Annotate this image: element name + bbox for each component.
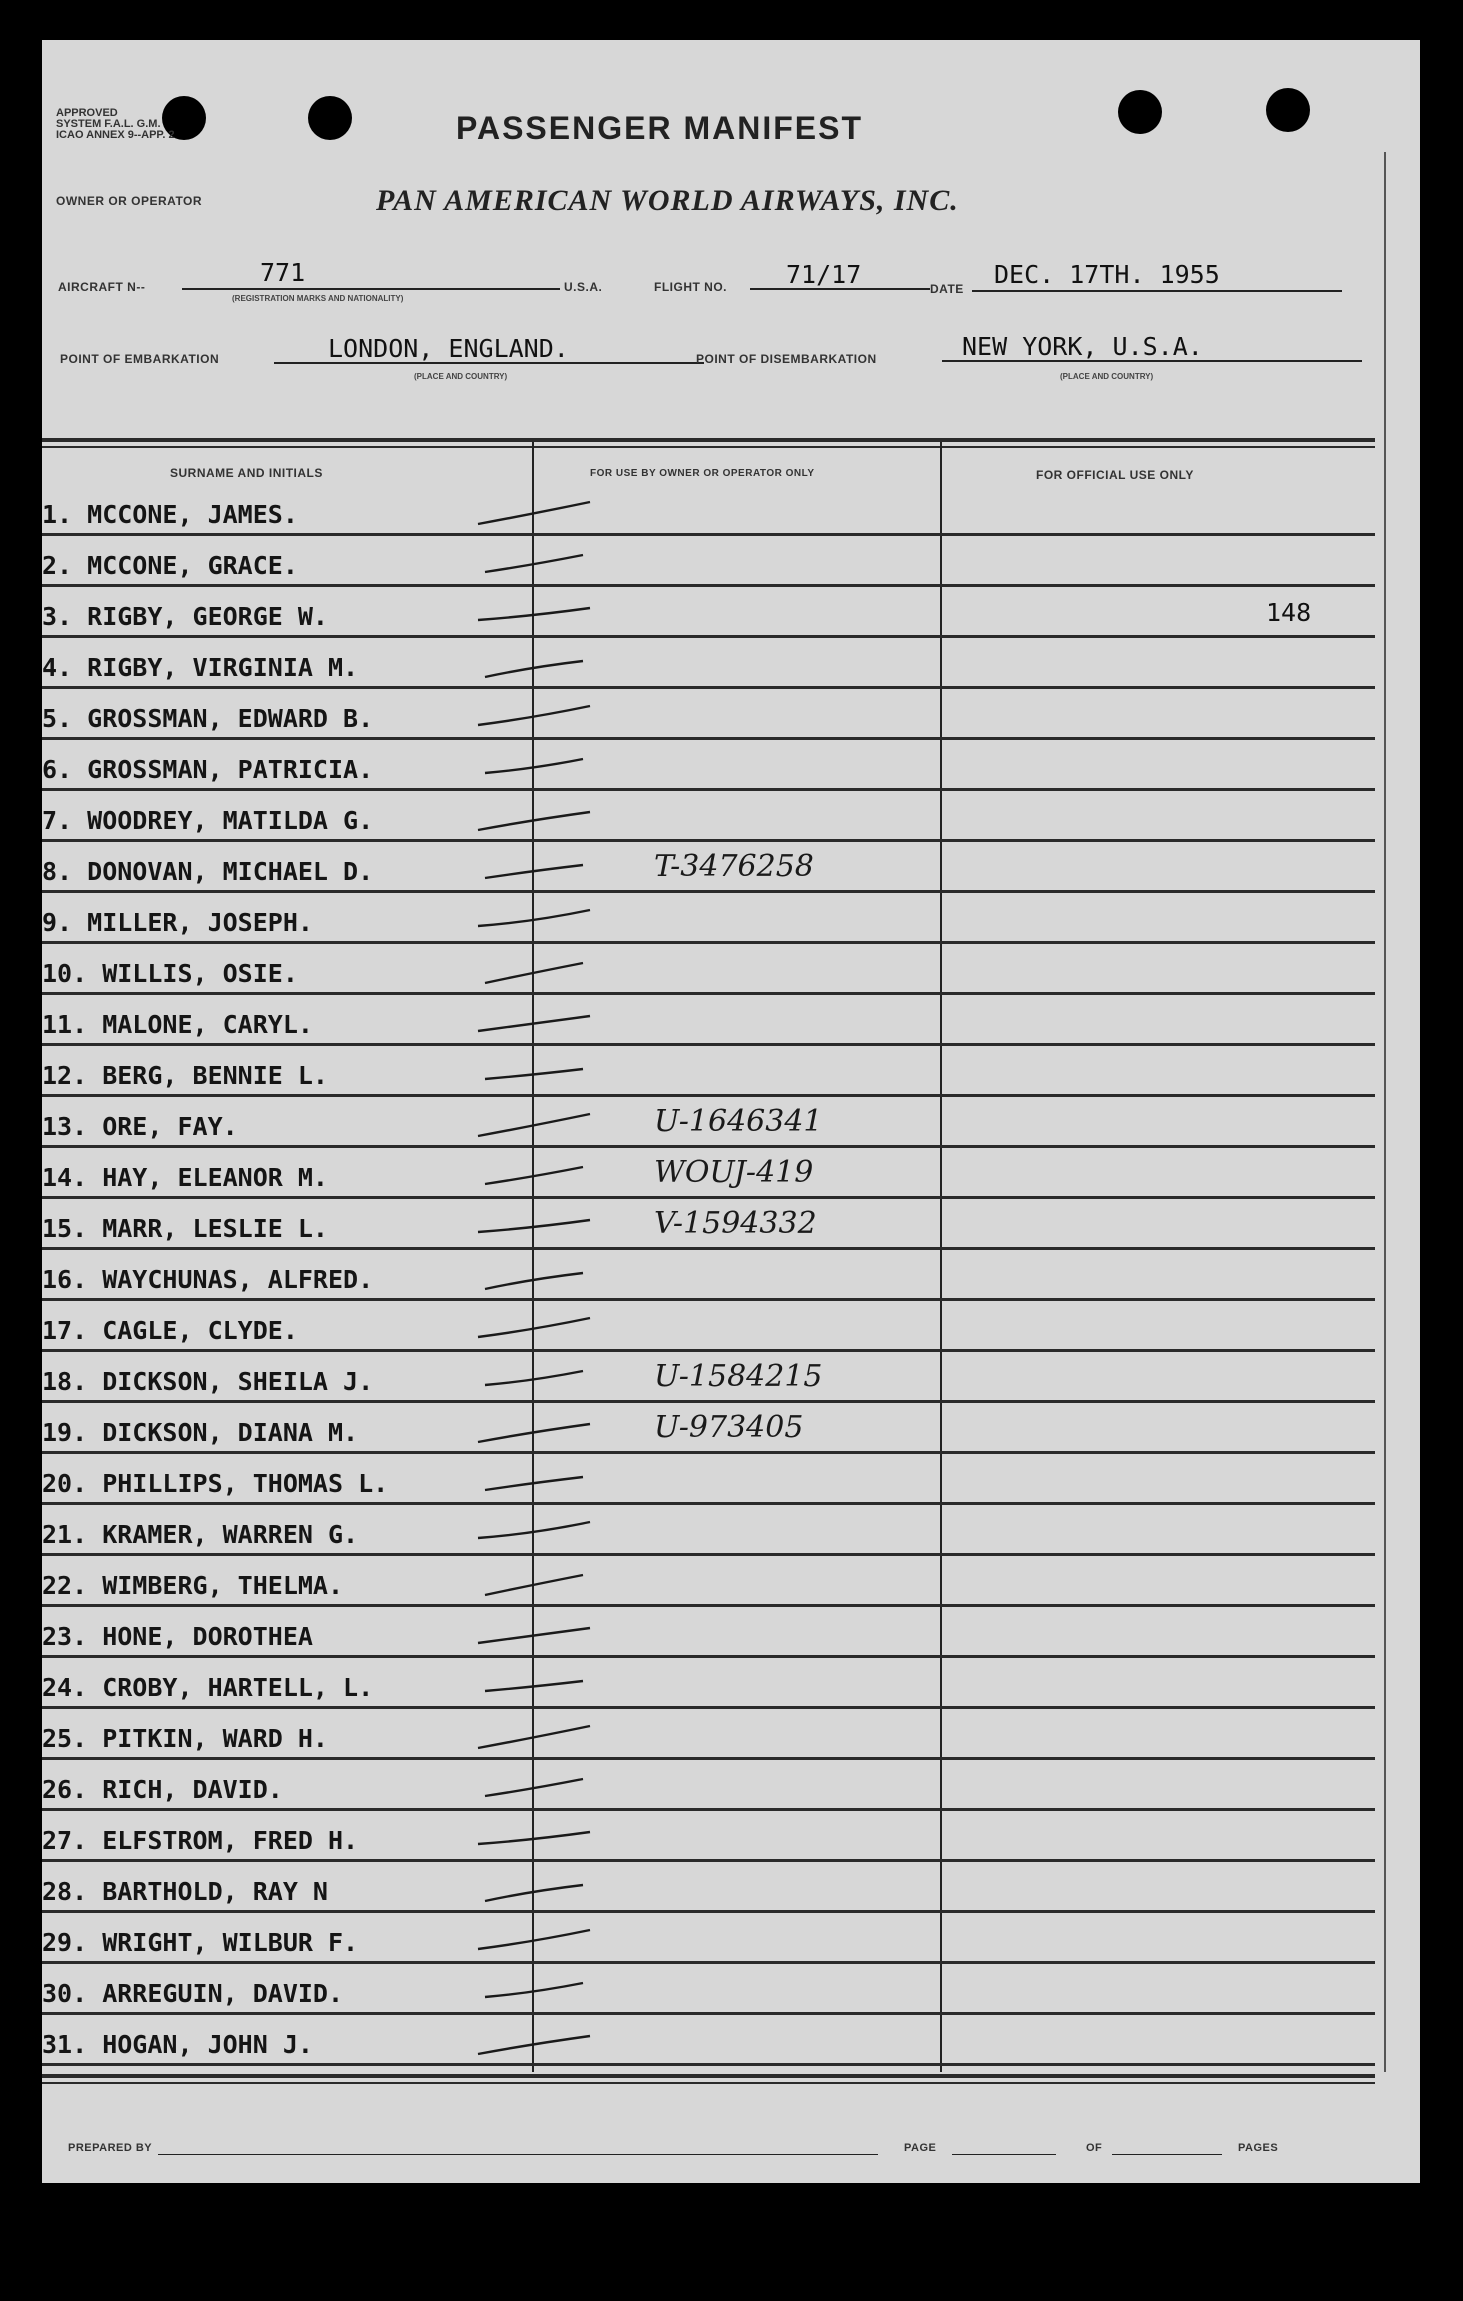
check-stroke	[485, 1983, 583, 1997]
aircraft-label: AIRCRAFT N--	[58, 280, 146, 294]
check-stroke	[478, 2036, 590, 2054]
row-rule	[42, 1808, 1375, 1811]
table-top-rule	[42, 438, 1375, 442]
check-mark	[472, 1465, 612, 1505]
row-rule	[42, 1400, 1375, 1403]
passenger-name: 17. CAGLE, CLYDE.	[42, 1316, 298, 1345]
punch-hole	[1118, 90, 1162, 134]
check-mark	[472, 649, 612, 689]
check-mark	[472, 955, 612, 995]
passenger-name: 24. CROBY, HARTELL, L.	[42, 1673, 374, 1702]
check-mark	[472, 1873, 612, 1913]
table-row	[42, 1914, 1375, 1965]
passenger-name: 15. MARR, LESLIE L.	[42, 1214, 328, 1243]
passenger-name: 16. WAYCHUNAS, ALFRED.	[42, 1265, 374, 1294]
prepared-underline	[158, 2154, 878, 2155]
punch-hole	[308, 96, 352, 140]
check-mark	[472, 1210, 612, 1250]
check-stroke	[485, 1681, 583, 1691]
owner-label: OWNER OR OPERATOR	[56, 194, 203, 208]
disembark-note: (PLACE AND COUNTRY)	[1060, 372, 1154, 381]
approval-note: APPROVED SYSTEM F.A.L. G.M. ICAO ANNEX 9--APP. 2	[56, 107, 175, 141]
table-row	[42, 1302, 1375, 1353]
disembark-value: NEW YORK, U.S.A.	[962, 332, 1203, 361]
row-rule	[42, 533, 1375, 536]
operator-note: WOUJ-419	[654, 1155, 814, 1190]
check-mark	[472, 1771, 612, 1811]
row-rule	[42, 1706, 1375, 1709]
passenger-name: 31. HOGAN, JOHN J.	[42, 2030, 313, 2059]
table-row	[42, 1047, 1375, 1098]
passenger-name: 25. PITKIN, WARD H.	[42, 1724, 328, 1753]
table-row	[42, 1353, 1375, 1404]
check-stroke	[485, 1575, 583, 1595]
passenger-name: 7. WOODREY, MATILDA G.	[42, 806, 374, 835]
check-stroke	[485, 661, 583, 677]
row-rule	[42, 890, 1375, 893]
page-label: PAGE	[904, 2142, 937, 2154]
passenger-name: 18. DICKSON, SHEILA J.	[42, 1367, 374, 1396]
page-underline	[952, 2154, 1056, 2155]
table-row	[42, 1965, 1375, 2016]
passenger-name: 3. RIGBY, GEORGE W.	[42, 602, 328, 631]
owner-value: PAN AMERICAN WORLD AIRWAYS, INC.	[376, 184, 959, 217]
table-row	[42, 537, 1375, 588]
check-stroke	[485, 1273, 583, 1289]
check-stroke	[478, 1016, 590, 1031]
table-row	[42, 741, 1375, 792]
table-bottom-rule	[42, 2082, 1375, 2084]
passenger-name: 4. RIGBY, VIRGINIA M.	[42, 653, 359, 682]
disembark-label: POINT OF DISEMBARKATION	[696, 352, 877, 366]
pages-label: PAGES	[1238, 2142, 1279, 2154]
row-rule	[42, 584, 1375, 587]
check-stroke	[478, 1220, 590, 1232]
check-mark	[472, 1312, 612, 1352]
check-stroke	[478, 1114, 590, 1136]
table-row	[42, 1098, 1375, 1149]
embark-value: LONDON, ENGLAND.	[328, 334, 569, 363]
row-rule	[42, 1655, 1375, 1658]
passenger-name: 1. MCCONE, JAMES.	[42, 500, 298, 529]
row-rule	[42, 2063, 1375, 2066]
prepared-label: PREPARED BY	[68, 2142, 153, 2154]
check-mark	[472, 496, 612, 536]
check-stroke	[485, 1069, 583, 1079]
check-mark	[472, 1057, 612, 1097]
check-mark	[472, 1822, 612, 1862]
operator-note: V-1594332	[654, 1206, 817, 1241]
passenger-name: 30. ARREGUIN, DAVID.	[42, 1979, 344, 2008]
check-mark	[472, 1720, 612, 1760]
check-mark	[472, 2026, 612, 2066]
operator-note: U-1646341	[654, 1104, 823, 1139]
col-header-surname: SURNAME AND INITIALS	[170, 466, 323, 480]
table-row	[42, 1710, 1375, 1761]
table-row	[42, 690, 1375, 741]
row-rule	[42, 1451, 1375, 1454]
row-rule	[42, 1910, 1375, 1913]
operator-note: U-1584215	[654, 1359, 823, 1394]
check-mark	[472, 598, 612, 638]
date-underline	[972, 290, 1342, 292]
check-mark	[472, 1567, 612, 1607]
check-stroke	[478, 1424, 590, 1442]
passenger-name: 10. WILLIS, OSIE.	[42, 959, 298, 988]
check-mark	[472, 1006, 612, 1046]
table-row	[42, 792, 1375, 843]
country-label: U.S.A.	[564, 280, 603, 294]
passenger-name: 29. WRIGHT, WILBUR F.	[42, 1928, 359, 1957]
check-mark	[472, 1108, 612, 1148]
check-stroke	[485, 555, 583, 572]
row-rule	[42, 992, 1375, 995]
table-row	[42, 1506, 1375, 1557]
passenger-name: 21. KRAMER, WARREN G.	[42, 1520, 359, 1549]
table-row	[42, 2016, 1375, 2067]
row-rule	[42, 1247, 1375, 1250]
passenger-name: 12. BERG, BENNIE L.	[42, 1061, 328, 1090]
check-mark	[472, 1975, 612, 2015]
passenger-name: 27. ELFSTROM, FRED H.	[42, 1826, 359, 1855]
table-row	[42, 894, 1375, 945]
date-value: DEC. 17TH. 1955	[994, 260, 1220, 289]
check-mark	[472, 1159, 612, 1199]
table-row	[42, 588, 1375, 639]
row-rule	[42, 1298, 1375, 1301]
check-stroke	[478, 1726, 590, 1748]
check-mark	[472, 1414, 612, 1454]
check-mark	[472, 1516, 612, 1556]
row-rule	[42, 788, 1375, 791]
table-row	[42, 639, 1375, 690]
punch-hole	[1266, 88, 1310, 132]
row-rule	[42, 635, 1375, 638]
row-rule	[42, 737, 1375, 740]
passenger-name: 23. HONE, DOROTHEA	[42, 1622, 313, 1651]
flight-value: 71/17	[786, 260, 862, 289]
check-mark	[472, 904, 612, 944]
table-row	[42, 843, 1375, 894]
table-row	[42, 1251, 1375, 1302]
passenger-name: 26. RICH, DAVID.	[42, 1775, 283, 1804]
passenger-name: 20. PHILLIPS, THOMAS L.	[42, 1469, 389, 1498]
check-stroke	[485, 1167, 583, 1184]
embark-label: POINT OF EMBARKATION	[60, 352, 220, 366]
date-label: DATE	[930, 282, 964, 296]
passenger-name: 5. GROSSMAN, EDWARD B.	[42, 704, 374, 733]
table-row	[42, 1608, 1375, 1659]
row-rule	[42, 2012, 1375, 2015]
row-rule	[42, 686, 1375, 689]
passenger-name: 11. MALONE, CARYL.	[42, 1010, 313, 1039]
operator-note: U-973405	[654, 1410, 804, 1445]
of-underline	[1112, 2154, 1222, 2155]
check-stroke	[478, 1930, 590, 1949]
table-bottom-rule	[42, 2074, 1375, 2078]
col-header-official: FOR OFFICIAL USE ONLY	[1036, 468, 1194, 482]
passenger-name: 2. MCCONE, GRACE.	[42, 551, 298, 580]
margin-rule	[1384, 152, 1386, 2072]
table-row	[42, 1557, 1375, 1608]
row-rule	[42, 1094, 1375, 1097]
check-mark	[472, 1261, 612, 1301]
row-rule	[42, 1757, 1375, 1760]
row-rule	[42, 1859, 1375, 1862]
embark-note: (PLACE AND COUNTRY)	[414, 372, 508, 381]
check-stroke	[485, 759, 583, 773]
check-mark	[472, 1924, 612, 1964]
operator-note: T-3476258	[654, 849, 814, 884]
check-stroke	[478, 812, 590, 830]
aircraft-value: 771	[260, 258, 306, 287]
row-rule	[42, 1502, 1375, 1505]
check-stroke	[485, 865, 583, 878]
table-row	[42, 945, 1375, 996]
check-stroke	[485, 1885, 583, 1901]
row-rule	[42, 1553, 1375, 1556]
table-row	[42, 1659, 1375, 1710]
row-rule	[42, 1961, 1375, 1964]
table-row	[42, 996, 1375, 1047]
check-stroke	[485, 963, 583, 983]
passenger-name: 9. MILLER, JOSEPH.	[42, 908, 313, 937]
table-row	[42, 1149, 1375, 1200]
table-row	[42, 1761, 1375, 1812]
check-stroke	[478, 1318, 590, 1337]
check-stroke	[478, 1522, 590, 1538]
row-rule	[42, 839, 1375, 842]
check-stroke	[478, 1832, 590, 1844]
check-stroke	[478, 1628, 590, 1643]
passenger-name: 28. BARTHOLD, RAY N	[42, 1877, 328, 1906]
check-mark	[472, 1618, 612, 1658]
col-header-operator: FOR USE BY OWNER OR OPERATOR ONLY	[590, 468, 815, 479]
check-stroke	[485, 1371, 583, 1385]
page-title: PASSENGER MANIFEST	[456, 110, 863, 146]
of-label: OF	[1086, 2142, 1103, 2154]
official-note: 148	[1266, 598, 1312, 627]
check-stroke	[478, 706, 590, 725]
row-rule	[42, 1349, 1375, 1352]
flight-label: FLIGHT NO.	[654, 280, 727, 294]
check-stroke	[485, 1779, 583, 1796]
table-row	[42, 486, 1375, 537]
check-stroke	[478, 608, 590, 620]
row-rule	[42, 1196, 1375, 1199]
check-mark	[472, 547, 612, 587]
check-stroke	[478, 910, 590, 926]
aircraft-underline	[182, 288, 560, 290]
passenger-name: 22. WIMBERG, THELMA.	[42, 1571, 344, 1600]
table-row	[42, 1455, 1375, 1506]
table-top-rule	[42, 446, 1375, 448]
passenger-name: 13. ORE, FAY.	[42, 1112, 238, 1141]
check-stroke	[485, 1477, 583, 1490]
row-rule	[42, 941, 1375, 944]
manifest-page	[42, 40, 1420, 2183]
check-mark	[472, 1669, 612, 1709]
passenger-name: 6. GROSSMAN, PATRICIA.	[42, 755, 374, 784]
check-mark	[472, 700, 612, 740]
registration-note: (REGISTRATION MARKS AND NATIONALITY)	[232, 294, 404, 303]
passenger-name: 14. HAY, ELEANOR M.	[42, 1163, 328, 1192]
row-rule	[42, 1043, 1375, 1046]
row-rule	[42, 1145, 1375, 1148]
table-row	[42, 1404, 1375, 1455]
check-mark	[472, 751, 612, 791]
check-stroke	[478, 502, 590, 524]
check-mark	[472, 802, 612, 842]
row-rule	[42, 1604, 1375, 1607]
passenger-name: 8. DONOVAN, MICHAEL D.	[42, 857, 374, 886]
table-row	[42, 1812, 1375, 1863]
check-mark	[472, 853, 612, 893]
table-row	[42, 1200, 1375, 1251]
check-mark	[472, 1363, 612, 1403]
table-row	[42, 1863, 1375, 1914]
passenger-name: 19. DICKSON, DIANA M.	[42, 1418, 359, 1447]
